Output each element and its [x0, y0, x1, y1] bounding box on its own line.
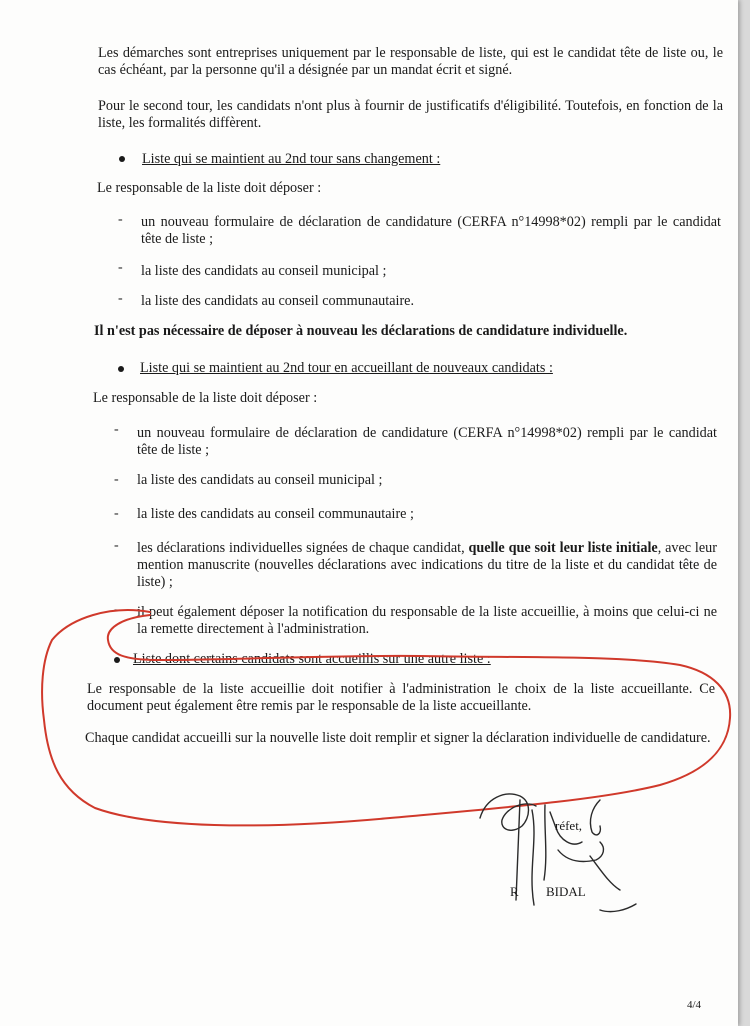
- signature-title: réfet,: [555, 818, 583, 833]
- dash-marker: -: [114, 422, 119, 437]
- intro-paragraph-2: Pour le second tour, les candidats n'ont plus à fournir de justificatifs d'éligibilité. Toutefois, en fonction de la liste, les formalités diffèrent.: [98, 98, 723, 131]
- section2-item-3: la liste des candidats au conseil communautaire ;: [137, 506, 414, 522]
- section2-intro: Le responsable de la liste doit déposer :: [93, 390, 318, 406]
- signature-name: BIDAL: [546, 884, 586, 899]
- dash-marker: -: [114, 506, 119, 521]
- signature-name-initial: R: [510, 884, 519, 899]
- dash-marker: -: [114, 472, 119, 487]
- section3-paragraph-1: Le responsable de la liste accueillie doit notifier à l'administration le choix de la liste accueillante. Ce document peut également être remis par le responsable de la liste accueillante.: [87, 681, 715, 714]
- dash-marker: -: [118, 260, 123, 275]
- section2-item-4-emphasis: quelle que soit leur liste initiale: [468, 540, 658, 556]
- section1-intro: Le responsable de la liste doit déposer :: [97, 180, 322, 196]
- section2-item-2: la liste des candidats au conseil municipal ;: [137, 472, 383, 488]
- section1-item-3: la liste des candidats au conseil communautaire.: [141, 293, 415, 309]
- section2-item-4-text-end: , avec leur mention manuscrite (nouvelles déclarations avec indications du titre de la liste et du candidat tête de liste) ;: [137, 540, 717, 590]
- dash-marker: -: [118, 291, 123, 306]
- section2-item-4-text: les déclarations individuelles signées de chaque candidat,: [137, 540, 469, 556]
- dash-marker: -: [114, 602, 119, 617]
- section1-heading: Liste qui se maintient au 2nd tour sans changement :: [142, 151, 441, 167]
- section1-item-1: un nouveau formulaire de déclaration de candidature (CERFA n°14998*02) rempli par le candidat tête de liste ;: [141, 214, 721, 247]
- section3-paragraph-2: Chaque candidat accueilli sur la nouvelle liste doit remplir et signer la déclaration individuelle de candidature.: [85, 730, 711, 746]
- intro-paragraph-1: Les démarches sont entreprises uniquement par le responsable de liste, qui est le candidat tête de liste ou, le cas échéant, par la personne qu'il a désignée par un mandat écrit et signé.: [98, 45, 723, 78]
- section2-item-1: un nouveau formulaire de déclaration de candidature (CERFA n°14998*02) rempli par le candidat tête de liste ;: [137, 425, 717, 458]
- bullet-icon: [114, 657, 120, 663]
- dash-marker: -: [114, 538, 119, 553]
- dash-marker: -: [118, 212, 123, 227]
- section2-item-5: il peut également déposer la notification du responsable de la liste accueillie, à moins que celui-ci ne la remette directement à l'administration.: [137, 604, 717, 637]
- section1-item-2: la liste des candidats au conseil municipal ;: [141, 263, 387, 279]
- bullet-icon: [119, 156, 125, 162]
- section3-heading: Liste dont certains candidats sont accueillis sur une autre liste :: [133, 651, 491, 667]
- page-number: 4/4: [687, 999, 702, 1011]
- section2-heading: Liste qui se maintient au 2nd tour en accueillant de nouveaux candidats :: [140, 360, 553, 376]
- section1-note: Il n'est pas nécessaire de déposer à nouveau les déclarations de candidature individuelle.: [94, 323, 628, 339]
- bullet-icon: [118, 366, 124, 372]
- section2-item-4: [137, 540, 717, 591]
